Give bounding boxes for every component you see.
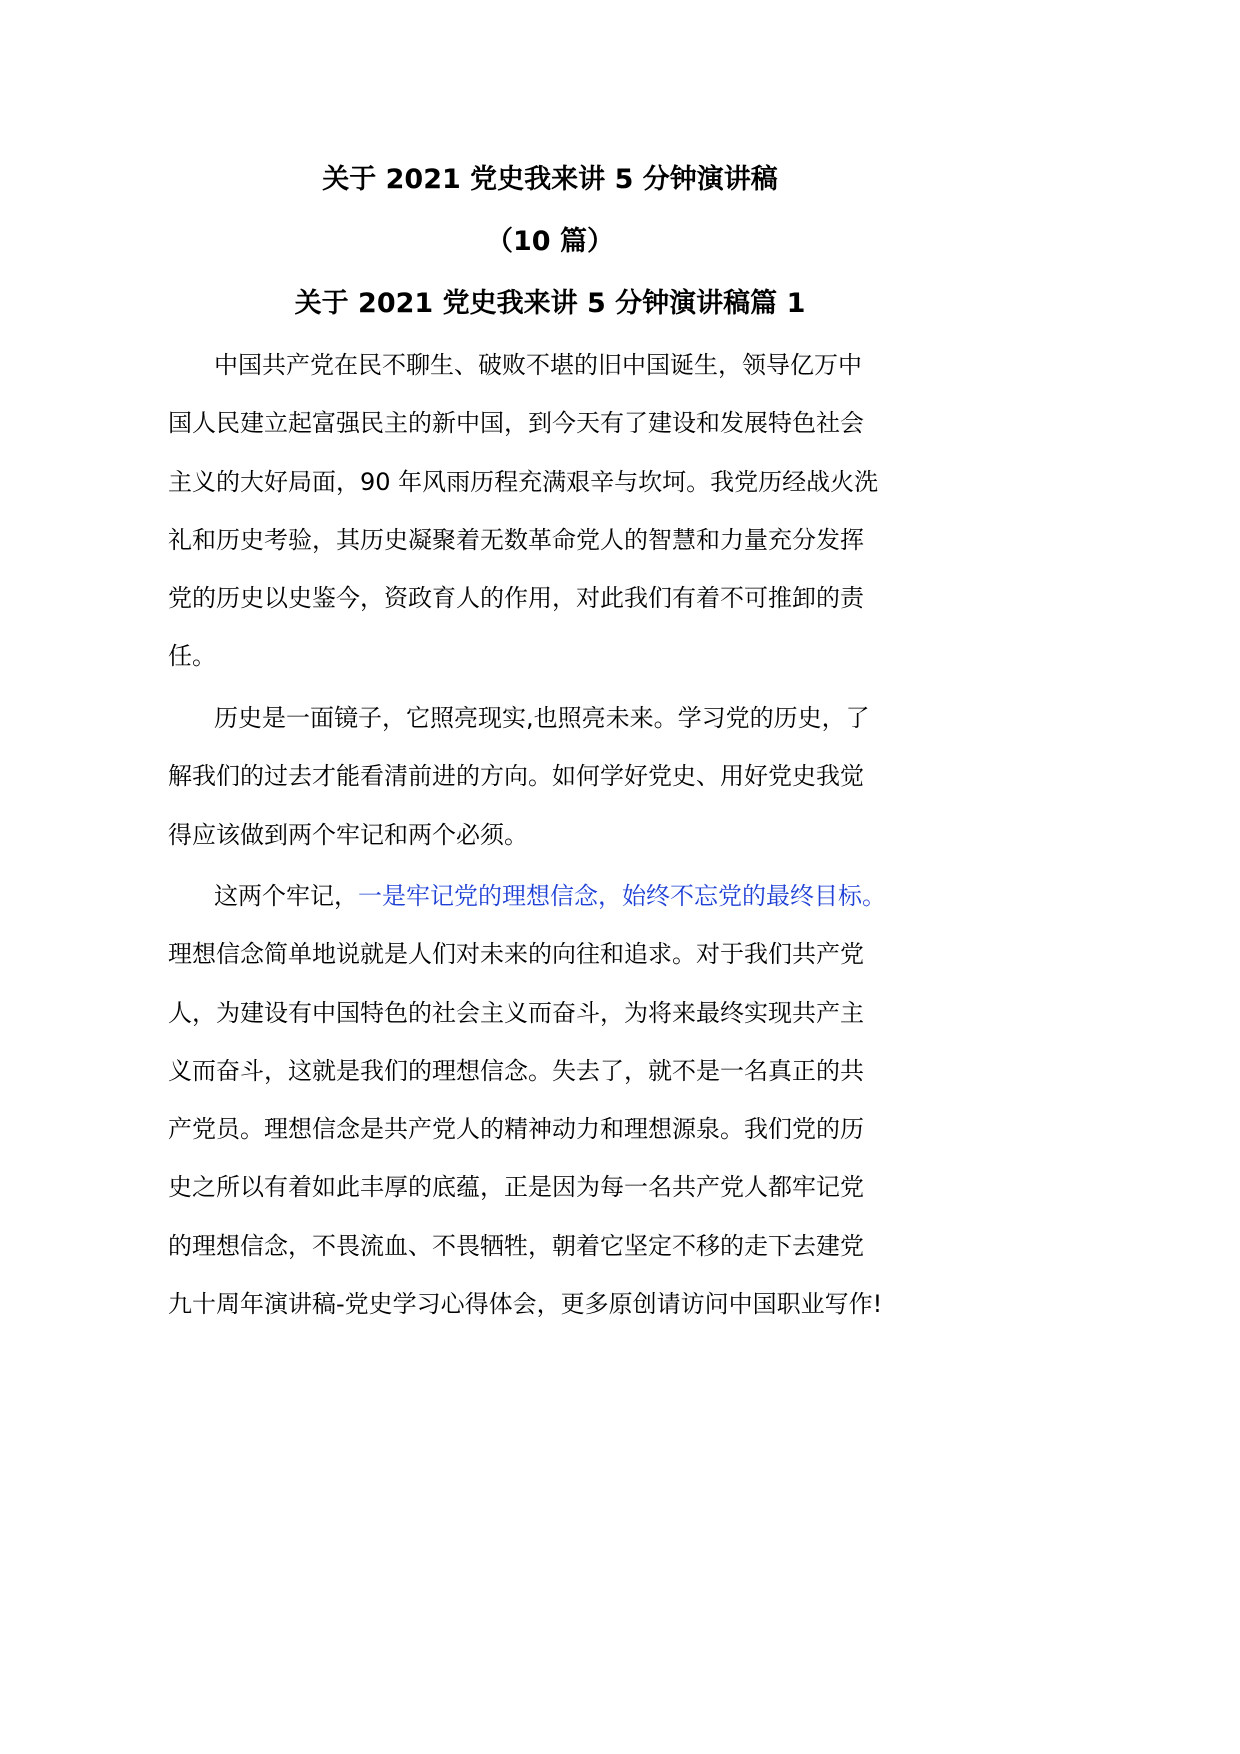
paragraph-line: 礼和历史考验，其历史凝聚着无数革命党人的智慧和力量充分发挥	[168, 525, 864, 554]
highlighted-text: 一是牢记党的理想信念，始终不忘党的最终目标。	[358, 882, 886, 910]
document-title: 关于 2021 党史我来讲 5 分钟演讲稿	[322, 164, 778, 195]
paragraph-3	[168, 867, 948, 1333]
paragraph-line: 理想信念简单地说就是人们对未来的向往和追求。对于我们共产党	[168, 940, 864, 969]
paragraph-line: 国人民建立起富强民主的新中国，到今天有了建设和发展特色社会	[168, 409, 864, 438]
paragraph-line: 史之所以有着如此丰厚的底蕴，正是因为每一名共产党人都牢记党	[168, 1173, 864, 1202]
paragraph-1	[168, 336, 948, 686]
document-title-count: （10 篇）	[486, 226, 614, 257]
paragraph-line: 历史是一面镜子，它照亮现实,也照亮未来。学习党的历史，了	[214, 704, 870, 732]
paragraph-first-line	[168, 867, 948, 925]
paragraph-line: 九十周年演讲稿-党史学习心得体会，更多原创请访问中国职业写作!	[168, 1290, 883, 1319]
paragraph-line: 人，为建设有中国特色的社会主义而奋斗，为将来最终实现共产主	[168, 998, 864, 1027]
paragraph-line: 主义的大好局面，90 年风雨历程充满艰辛与坎坷。我党历经战火洗	[168, 467, 879, 496]
paragraph-text: 这两个牢记，	[214, 882, 358, 910]
paragraph-line: 党的历史以史鉴今，资政育人的作用，对此我们有着不可推卸的责	[168, 584, 864, 613]
paragraph-line: 义而奋斗，这就是我们的理想信念。失去了，就不是一名真正的共	[168, 1056, 864, 1085]
paragraph-line: 中国共产党在民不聊生、破败不堪的旧中国诞生，领导亿万中	[214, 351, 862, 379]
paragraph-line: 任。	[168, 642, 216, 671]
paragraph-line: 产党员。理想信念是共产党人的精神动力和理想源泉。我们党的历	[168, 1115, 864, 1144]
paragraph-line: 解我们的过去才能看清前进的方向。如何学好党史、用好党史我觉	[168, 762, 864, 791]
paragraph-2	[168, 689, 948, 864]
paragraph-line: 得应该做到两个牢记和两个必须。	[168, 820, 528, 849]
section-heading: 关于 2021 党史我来讲 5 分钟演讲稿篇 1	[294, 288, 806, 319]
paragraph-line: 的理想信念，不畏流血、不畏牺牲，朝着它坚定不移的走下去建党	[168, 1231, 864, 1260]
